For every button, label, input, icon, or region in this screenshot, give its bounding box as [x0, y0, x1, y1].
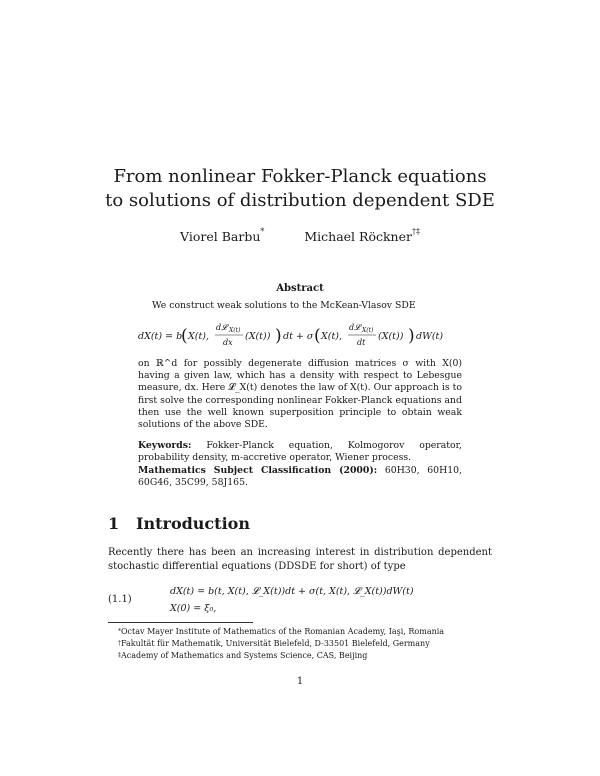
equation-line-2: X(0) = ξ₀,: [170, 603, 217, 614]
svg-text:(: (: [314, 326, 321, 346]
footnote-2-text: Fakultät für Mathematik, Universität Bielefeld, D-33501 Bielefeld, Germany: [121, 639, 430, 648]
abstract-heading: Abstract: [276, 283, 324, 294]
authors: [0, 229, 600, 244]
footnote-2: [118, 639, 430, 649]
keywords: [138, 440, 462, 464]
author-2-name: Michael Röckner: [304, 229, 412, 244]
author-1-name: Viorel Barbu: [180, 229, 261, 244]
svg-text:dt + σ: dt + σ: [283, 331, 314, 342]
footnote-rule: [108, 622, 253, 623]
section-title: Introduction: [136, 514, 250, 533]
svg-text:dt: dt: [357, 338, 366, 347]
equation-1-1: [160, 582, 480, 616]
svg-text:X(t): X(t): [362, 327, 374, 334]
svg-text:dX(t) = b: dX(t) = b: [138, 331, 183, 342]
svg-text:(X(t)): (X(t)): [378, 331, 404, 342]
page-number: 1: [296, 676, 304, 687]
footnote-3: [118, 651, 367, 661]
author-1-mark: *: [260, 227, 265, 236]
svg-text:X(t),: X(t),: [321, 331, 343, 342]
section-number: 1: [108, 514, 120, 533]
msc-classification: [138, 465, 462, 489]
footnote-3-text: Academy of Mathematics and Systems Science, CAS, Beijing: [121, 651, 368, 660]
svg-text:dW(t): dW(t): [416, 331, 444, 342]
abstract-equation: [138, 318, 462, 352]
footnote-1-text: Octav Mayer Institute of Mathematics of the Romanian Academy, Iaşi, Romania: [121, 627, 445, 636]
abstract-intro: We construct weak solutions to the McKean-Vlasov SDE: [152, 300, 416, 311]
section-heading: [108, 514, 250, 533]
svg-text:(: (: [181, 326, 188, 346]
author-1: [180, 229, 264, 244]
paper-title-line-1: From nonlinear Fokker-Planck equations: [113, 166, 487, 187]
footnote-3-mark: ‡: [118, 652, 121, 659]
intro-paragraph: Recently there has been an increasing interest in distribution dependent stochastic differential equations (DDSDE for short) of type: [108, 547, 492, 572]
footnote-1: [118, 627, 444, 637]
equation-label: (1.1): [108, 594, 132, 605]
svg-text:d𝓛: d𝓛: [349, 323, 360, 332]
msc-label: Mathematics Subject Classification (2000):: [138, 465, 378, 476]
svg-text:): ): [275, 326, 282, 346]
svg-text:dx: dx: [223, 338, 233, 347]
svg-text:): ): [408, 326, 415, 346]
paper-title-line-2: to solutions of distribution dependent SDE: [105, 190, 495, 211]
author-2-mark: †‡: [411, 227, 420, 236]
abstract-body: on ℝ^d for possibly degenerate diffusion matrices σ with X(0) having a given law, which has a density with respect to Lebesgue measure, dx. Here 𝓛_X(t) denotes the law of X(t). Our approach is to first solve the corresponding nonlinear Fokker-Planck equations and then use the well known superposition principle to obtain weak solutions of the above SDE.: [138, 358, 462, 431]
keywords-text: Fokker-Planck equation, Kolmogorov operator, probability density, m-accretive operator, Wiener process.: [138, 440, 462, 464]
keywords-label: Keywords:: [138, 440, 192, 451]
equation-line-1: dX(t) = b(t, X(t), 𝓛_X(t))dt + σ(t, X(t), 𝓛_X(t))dW(t): [170, 586, 414, 597]
footnote-2-mark: †: [118, 640, 121, 647]
author-2: [304, 229, 420, 244]
footnote-1-mark: *: [118, 628, 121, 635]
msc-text: 60H30, 60H10, 60G46, 35C99, 58J165.: [138, 465, 462, 489]
svg-text:(X(t)): (X(t)): [245, 331, 271, 342]
svg-text:d𝓛: d𝓛: [216, 323, 227, 332]
svg-text:X(t),: X(t),: [188, 331, 210, 342]
svg-text:X(t): X(t): [229, 327, 241, 334]
